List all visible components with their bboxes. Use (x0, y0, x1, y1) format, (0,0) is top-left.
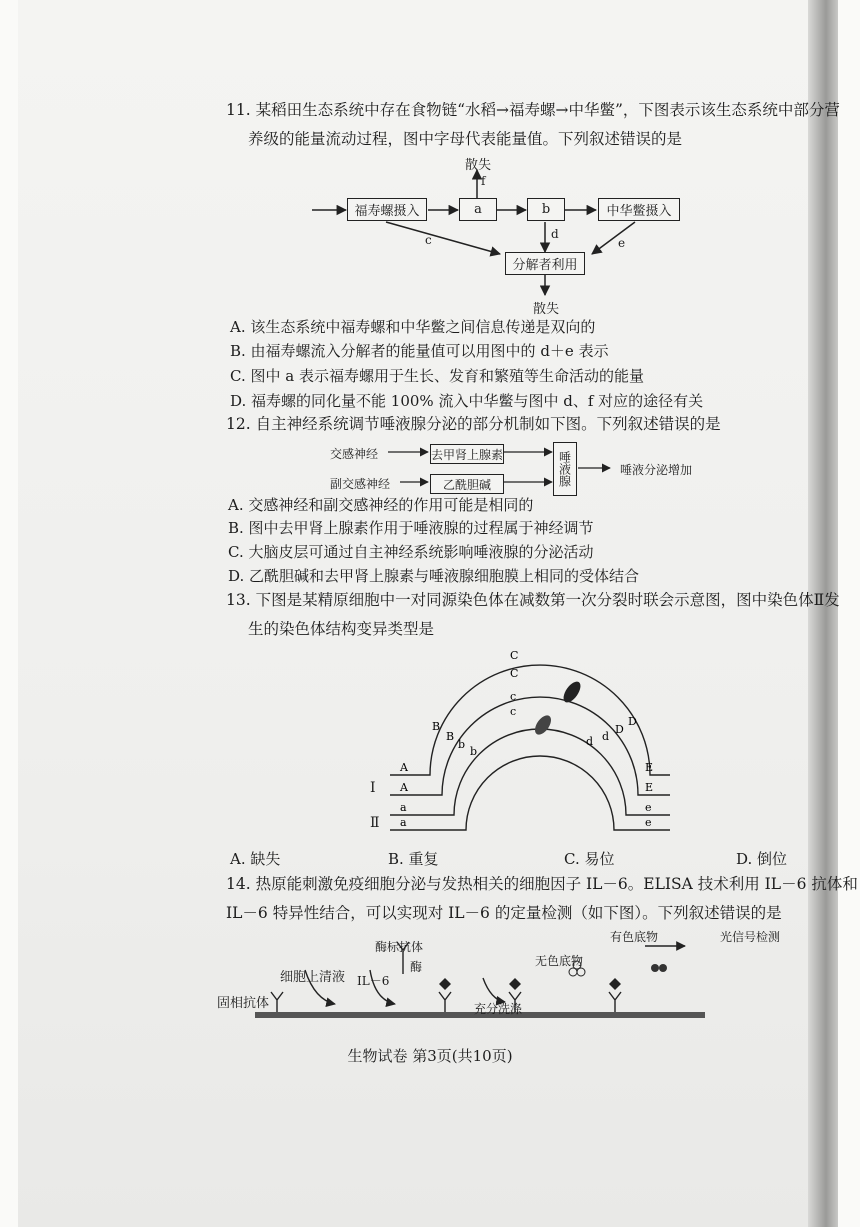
svg-text:A: A (400, 761, 408, 774)
salivary-gland-box: 唾液腺 (553, 442, 577, 496)
colored-substrate-label: 有色底物 (610, 930, 659, 944)
q11-option-b: B. 由福寿螺流入分解者的能量值可以用图中的 d＋e 表示 (230, 342, 609, 360)
svg-text:B: B (446, 730, 455, 743)
q11-option-d: D. 福寿螺的同化量不能 100% 流入中华鳖与图中 d、f 对应的途径有关 (230, 392, 704, 410)
chromosome-ii-label: Ⅱ (370, 815, 380, 831)
q13-option-a: A. 缺失 (230, 850, 281, 868)
svg-text:b: b (458, 738, 466, 751)
il6-label: IL－6 (357, 974, 390, 988)
page-footer: 生物试卷 第3页(共10页) (347, 1047, 513, 1065)
enzyme-antibody-label: 酶标抗体 (375, 940, 424, 954)
svg-text:d: d (586, 735, 594, 748)
q13-option-c: C. 易位 (564, 850, 615, 868)
svg-text:a: a (400, 801, 407, 814)
light-detect-label: 光信号检测 (720, 930, 781, 944)
box-decomposer: 分解者利用 (505, 252, 585, 275)
label-f: f (481, 174, 486, 188)
q11-stem-line2: 养级的能量流动过程，图中字母代表能量值。下列叙述错误的是 (248, 130, 683, 148)
svg-text:c: c (510, 705, 517, 718)
acetylcholine-box: 乙酰胆碱 (430, 474, 504, 494)
saliva-increase-label: 唾液分泌增加 (620, 463, 693, 477)
box-turtle-intake: 中华鳖摄入 (598, 198, 680, 221)
q11-option-c: C. 图中 a 表示福寿螺用于生长、发育和繁殖等生命活动的能量 (230, 367, 644, 385)
svg-text:D: D (628, 715, 637, 728)
label-e: e (618, 236, 626, 250)
q13-option-d: D. 倒位 (736, 850, 788, 868)
q12-option-b: B. 图中去甲肾上腺素作用于唾液腺的过程属于神经调节 (228, 519, 594, 537)
q14-stem-line2: IL－6 特异性结合，可以实现对 IL－6 的定量检测（如下图）。下列叙述错误的是 (226, 904, 782, 922)
q12-stem: 12. 自主神经系统调节唾液腺分泌的部分机制如下图。下列叙述错误的是 (226, 415, 721, 433)
q12-option-c: C. 大脑皮层可通过自主神经系统影响唾液腺的分泌活动 (228, 543, 594, 561)
q11-option-a: A. 该生态系统中福寿螺和中华鳖之间信息传递是双向的 (230, 318, 596, 336)
svg-text:E: E (645, 761, 654, 774)
svg-text:A: A (400, 781, 408, 794)
sympathetic-nerve: 交感神经 (330, 447, 379, 461)
fixed-antibody-label: 固相抗体 (217, 996, 270, 1011)
q12-option-a: A. 交感神经和副交感神经的作用可能是相同的 (228, 496, 534, 514)
box-snail-intake: 福寿螺摄入 (347, 198, 427, 221)
arrow-c (386, 222, 500, 254)
q13-stem-line1: 13. 下图是某精原细胞中一对同源染色体在减数第一次分裂时联会示意图，图中染色体Ⅱ发 (226, 591, 840, 609)
arrow-e (592, 222, 635, 254)
enzyme-label: 酶 (410, 960, 423, 974)
svg-text:d: d (602, 730, 610, 743)
chromosome-i-label: Ⅰ (370, 780, 376, 796)
box-b: b (527, 198, 565, 221)
q13-synapsis-diagram (360, 645, 720, 845)
parasympathetic-nerve: 副交感神经 (330, 477, 391, 491)
svg-text:B: B (432, 720, 441, 733)
centromere-2 (532, 713, 554, 738)
svg-text:C: C (510, 667, 519, 680)
loss-bottom-label: 散失 (533, 302, 560, 317)
centromere-1 (560, 679, 584, 706)
q13-option-b: B. 重复 (388, 850, 439, 868)
svg-text:c: c (510, 690, 517, 703)
label-c: c (425, 233, 432, 247)
norepinephrine-box: 去甲肾上腺素 (430, 444, 504, 464)
svg-text:E: E (645, 781, 654, 794)
supernatant-label: 细胞上清液 (280, 970, 346, 985)
svg-text:a: a (400, 816, 407, 829)
label-d: d (551, 227, 559, 241)
colorless-substrate-label: 无色底物 (535, 954, 584, 968)
q11-energy-flow-diagram (300, 150, 720, 315)
svg-text:D: D (615, 723, 624, 736)
box-a: a (459, 198, 497, 221)
q14-stem-line1: 14. 热原能刺激免疫细胞分泌与发热相关的细胞因子 IL－6。ELISA 技术利用 IL－6 抗体和 (226, 875, 858, 893)
svg-text:b: b (470, 745, 478, 758)
q11-stem-line1: 11. 某稻田生态系统中存在食物链“水稻→福寿螺→中华鳖”，下图表示该生态系统中部分营 (226, 101, 840, 119)
loss-top-label: 散失 (465, 158, 492, 173)
svg-text:e: e (645, 801, 652, 814)
svg-text:C: C (510, 649, 519, 662)
wash-label: 充分洗涤 (474, 1002, 523, 1016)
q13-stem-line2: 生的染色体结构变异类型是 (248, 620, 435, 638)
svg-text:e: e (645, 816, 652, 829)
q12-option-d: D. 乙酰胆碱和去甲肾上腺素与唾液腺细胞膜上相同的受体结合 (228, 567, 640, 585)
